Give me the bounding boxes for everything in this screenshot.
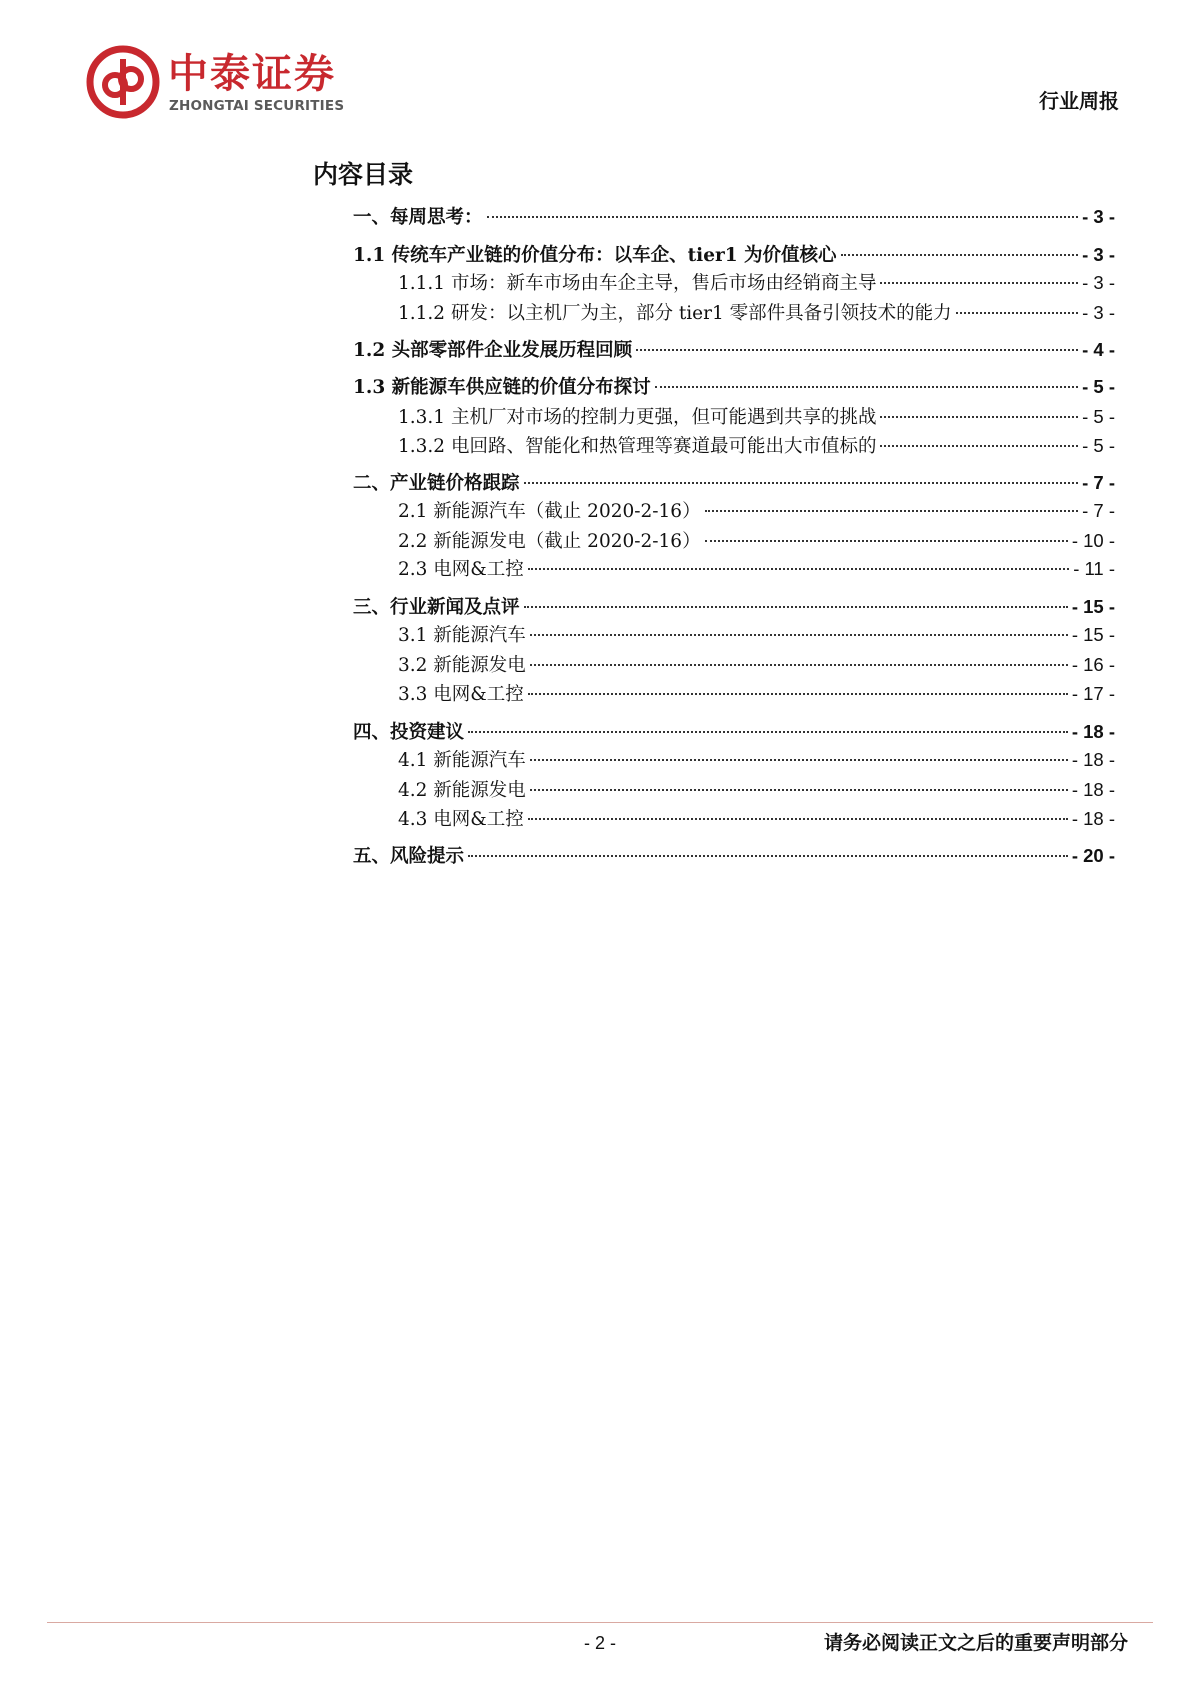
toc-entry-label: 4.3 电网&工控	[398, 809, 524, 830]
toc-entry[interactable]	[398, 776, 1115, 804]
toc-entry-label: 2.2 新能源发电（截止 2020-2-16）	[398, 531, 701, 552]
toc-dot-leader	[880, 415, 1078, 418]
toc-entry-label: 4.1 新能源汽车	[398, 750, 526, 771]
toc-entry-label: 四、投资建议	[353, 722, 465, 743]
toc-dot-leader	[530, 633, 1068, 636]
toc-dot-leader	[528, 567, 1069, 570]
toc-entry[interactable]	[353, 593, 1115, 621]
toc-entry-label: 1.3.2 电回路、智能化和热管理等赛道最可能出大市值标的	[398, 436, 877, 457]
toc-entry-label: 1.1.1 市场：新车市场由车企主导，售后市场由经销商主导	[398, 273, 877, 294]
toc-entry[interactable]	[398, 680, 1115, 708]
toc-entry-label: 一、每周思考：	[353, 207, 483, 228]
toc-entry-page: - 7 -	[1082, 472, 1115, 493]
toc-entry-label: 2.1 新能源汽车（截止 2020-2-16）	[398, 501, 701, 522]
toc-dot-leader	[841, 253, 1079, 256]
toc-title: 内容目录	[313, 160, 414, 189]
toc-entry-label: 1.3.1 主机厂对市场的控制力更强，但可能遇到共享的挑战	[398, 407, 877, 428]
toc-dot-leader	[468, 854, 1068, 857]
toc-dot-leader	[705, 539, 1068, 542]
toc-entry[interactable]	[353, 842, 1115, 870]
toc-dot-leader	[655, 385, 1078, 388]
toc-entry-page: - 18 -	[1071, 749, 1115, 770]
toc-dot-leader	[524, 481, 1079, 484]
toc-entry[interactable]	[353, 469, 1115, 497]
toc-entry[interactable]	[398, 403, 1115, 431]
toc-entry-page: - 3 -	[1082, 244, 1115, 265]
brand-name-en: ZHONGTAI SECURITIES	[169, 98, 345, 114]
footer-disclaimer: 请务必阅读正文之后的重要声明部分	[823, 1632, 1128, 1654]
toc-entry[interactable]	[398, 746, 1115, 774]
toc-entry-label: 3.1 新能源汽车	[398, 625, 526, 646]
toc-entry-page: - 16 -	[1071, 654, 1115, 675]
toc-entry[interactable]	[398, 555, 1115, 583]
toc-entry-page: - 3 -	[1082, 272, 1115, 293]
toc-entry-label: 2.3 电网&工控	[398, 559, 524, 580]
toc-dot-leader	[956, 311, 1078, 314]
toc-dot-leader	[530, 758, 1068, 761]
zhongtai-logo-icon	[86, 45, 160, 119]
toc-entry[interactable]	[353, 718, 1115, 746]
toc-entry-page: - 15 -	[1071, 596, 1115, 617]
toc-entry[interactable]	[353, 373, 1115, 401]
toc-entry[interactable]	[398, 497, 1115, 525]
toc-entry-page: - 3 -	[1082, 206, 1115, 227]
toc-entry-page: - 20 -	[1071, 845, 1115, 866]
toc-entry-page: - 5 -	[1082, 435, 1115, 456]
footer-page-number: - 2 -	[584, 1633, 617, 1653]
toc-entry[interactable]	[398, 621, 1115, 649]
toc-entry-page: - 5 -	[1082, 376, 1115, 397]
toc-entry-page: - 11 -	[1073, 558, 1115, 579]
toc-entry-label: 1.1 传统车产业链的价值分布：以车企、tier1 为价值核心	[353, 245, 837, 266]
footer-divider	[47, 1622, 1153, 1623]
toc-entry-label: 三、行业新闻及点评	[353, 597, 520, 618]
toc-dot-leader	[528, 692, 1068, 695]
toc-dot-leader	[468, 730, 1068, 733]
toc-entry[interactable]	[353, 336, 1115, 364]
toc-entry-label: 3.2 新能源发电	[398, 655, 526, 676]
toc-entry-label: 五、风险提示	[353, 846, 465, 867]
toc-entry[interactable]	[398, 432, 1115, 460]
toc-dot-leader	[880, 444, 1078, 447]
toc-entry[interactable]	[398, 299, 1115, 327]
toc-entry[interactable]	[353, 203, 1115, 231]
toc-dot-leader	[705, 509, 1079, 512]
toc-dot-leader	[530, 788, 1068, 791]
toc-entry[interactable]	[398, 527, 1115, 555]
toc-entry-page: - 18 -	[1071, 721, 1115, 742]
toc-entry-page: - 5 -	[1082, 406, 1115, 427]
toc-entry-label: 4.2 新能源发电	[398, 780, 526, 801]
toc-entry[interactable]	[398, 269, 1115, 297]
toc-entry-page: - 4 -	[1082, 339, 1115, 360]
toc-entry-label: 1.1.2 研发：以主机厂为主，部分 tier1 零部件具备引领技术的能力	[398, 303, 952, 324]
toc-entry-page: - 3 -	[1082, 302, 1115, 323]
brand-name-cn: 中泰证券	[168, 51, 336, 97]
toc-entry[interactable]	[398, 805, 1115, 833]
toc-entry-page: - 17 -	[1071, 683, 1115, 704]
toc-entry-label: 3.3 电网&工控	[398, 684, 524, 705]
toc-entry-page: - 18 -	[1071, 779, 1115, 800]
toc-dot-leader	[524, 605, 1068, 608]
toc-entry-label: 1.2 头部零部件企业发展历程回顾	[353, 340, 633, 361]
toc-dot-leader	[880, 281, 1078, 284]
toc-entry[interactable]	[353, 241, 1115, 269]
toc-dot-leader	[528, 817, 1068, 820]
report-type: 行业周报	[1039, 89, 1119, 113]
toc-entry-page: - 18 -	[1071, 808, 1115, 829]
toc-entry-page: - 10 -	[1071, 530, 1115, 551]
toc-entry-page: - 15 -	[1071, 624, 1115, 645]
toc-dot-leader	[530, 663, 1068, 666]
toc-entry-page: - 7 -	[1082, 500, 1115, 521]
page-header	[0, 0, 1200, 140]
toc-dot-leader	[636, 348, 1078, 351]
toc-entry-label: 二、产业链价格跟踪	[353, 473, 520, 494]
toc-dot-leader	[487, 215, 1079, 218]
toc-entry-label: 1.3 新能源车供应链的价值分布探讨	[353, 377, 651, 398]
toc-entry[interactable]	[398, 651, 1115, 679]
